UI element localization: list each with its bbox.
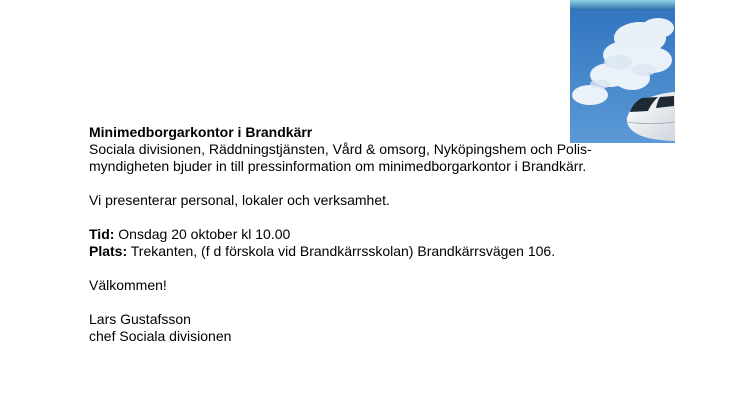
- header-photo: [570, 0, 675, 143]
- welcome-text: Välkommen!: [89, 277, 167, 293]
- press-invitation: [89, 124, 689, 345]
- spacer: [89, 175, 689, 192]
- intro-text-line-2: myndigheten bjuder in till pressinformation om minimedborgarkontor i Brandkärr.: [89, 158, 587, 174]
- time-label: Tid:: [89, 226, 115, 242]
- place-label: Plats:: [89, 243, 128, 259]
- spacer: [89, 294, 689, 311]
- airplane-sky-image: [570, 0, 675, 143]
- intro-text-line-1: Sociala divisionen, Räddningstjänsten, Vård & omsorg, Nyköpingshem och Polis-: [89, 141, 592, 157]
- time-line: [89, 226, 689, 243]
- spacer: [89, 209, 689, 226]
- place-value: Trekanten, (f d förskola vid Brandkärrsskolan) Brandkärrsvägen 106.: [127, 243, 556, 259]
- signature-name: Lars Gustafsson: [89, 311, 191, 327]
- presentation-text: Vi presenterar personal, lokaler och verksamhet.: [89, 192, 390, 208]
- time-value: Onsdag 20 oktober kl 10.00: [114, 226, 291, 242]
- spacer: [89, 260, 689, 277]
- document-title: Minimedborgarkontor i Brandkärr: [89, 124, 313, 140]
- place-line: [89, 243, 689, 260]
- signature-title: chef Sociala divisionen: [89, 328, 232, 344]
